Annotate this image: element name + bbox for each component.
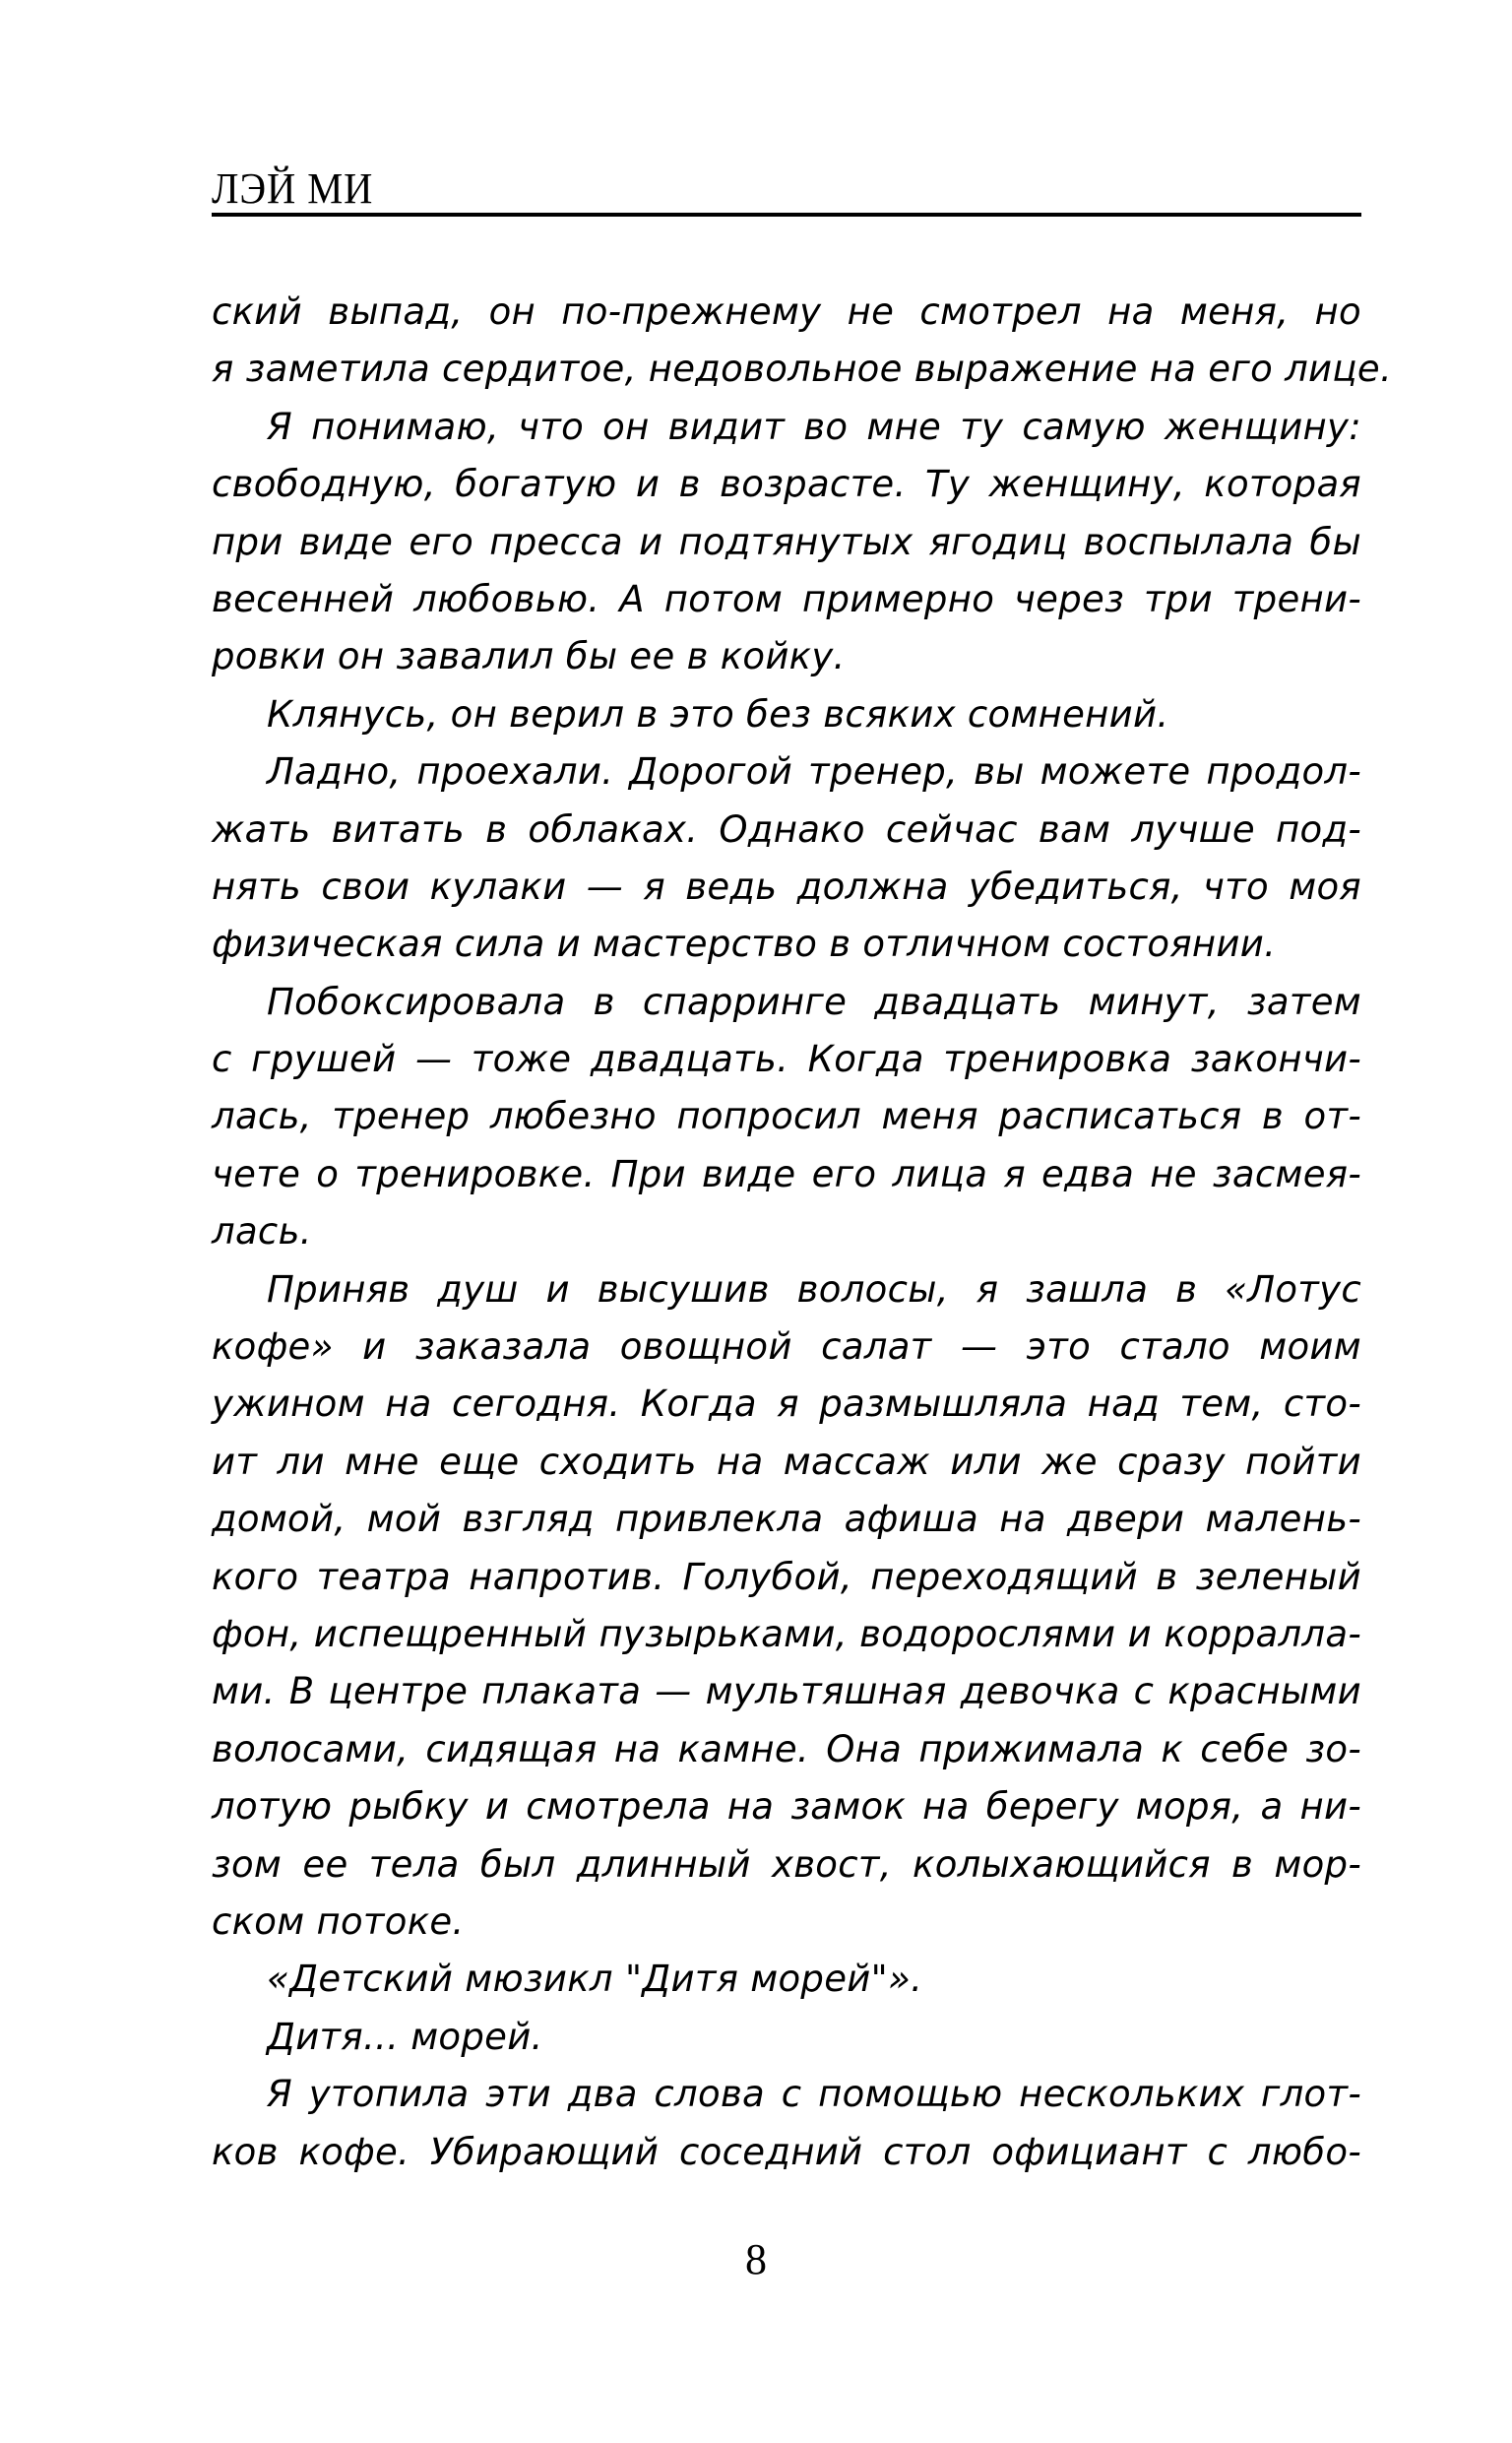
- text-line: лась.: [212, 1210, 312, 1254]
- text-line: чете о тренировке. При виде его лица я едва не засмея-: [212, 1152, 1361, 1195]
- text-line: волосами, сидящая на камне. Она прижимала к себе зо-: [212, 1727, 1361, 1770]
- text-line: с грушей — тоже двадцать. Когда тренировка закончи-: [212, 1038, 1361, 1081]
- text-line: весенней любовью. А потом примерно через три трени-: [212, 577, 1361, 620]
- text-line: Я понимаю, что он видит во мне ту самую женщину:: [267, 405, 1361, 448]
- text-line: лась, тренер любезно попросил меня расписаться в от-: [212, 1095, 1361, 1138]
- text-line: ми. В центре плаката — мультяшная девочка с красными: [212, 1670, 1361, 1713]
- text-line: жать витать в облаках. Однако сейчас вам лучше под-: [212, 807, 1361, 851]
- text-line: ровки он завалил бы ее в койку.: [212, 635, 846, 678]
- text-line: лотую рыбку и смотрела на замок на берегу моря, а ни-: [212, 1785, 1361, 1829]
- text-line: кофе» и заказала овощной салат — это стало моим: [212, 1325, 1361, 1369]
- text-line: Приняв душ и высушив волосы, я зашла в «Лотус: [267, 1267, 1361, 1311]
- text-line: Клянусь, он верил в это без всяких сомнений.: [267, 692, 1169, 736]
- text-line: свободную, богатую и в возрасте. Ту женщину, которая: [212, 463, 1361, 506]
- text-line: ит ли мне еще сходить на массаж или же сразу пойти: [212, 1440, 1361, 1483]
- header-rule-divider: [212, 213, 1361, 217]
- running-head-author: ЛЭЙ МИ: [212, 164, 374, 213]
- text-line: зом ее тела был длинный хвост, колыхающийся в мор-: [212, 1842, 1361, 1886]
- page-number: 8: [745, 2235, 767, 2283]
- text-line: «Детский мюзикл "Дитя морей"».: [267, 1958, 923, 2001]
- text-line: ский выпад, он по-прежнему не смотрел на меня, но: [212, 290, 1361, 333]
- text-line: при виде его пресса и подтянутых ягодиц воспылала бы: [212, 520, 1361, 563]
- text-line: Ладно, проехали. Дорогой тренер, вы можете продол-: [267, 750, 1361, 794]
- page-body-text: [212, 284, 1393, 2181]
- text-line: физическая сила и мастерство в отличном состоянии.: [212, 923, 1277, 966]
- text-line: Побоксировала в спарринге двадцать минут, затем: [267, 980, 1361, 1023]
- text-line: домой, мой взгляд привлекла афиша на двери малень-: [212, 1498, 1361, 1541]
- text-line: ков кофе. Убирающий соседний стол официант с любо-: [212, 2130, 1361, 2173]
- text-line: кого театра напротив. Голубой, переходящий в зеленый: [212, 1555, 1361, 1598]
- text-line: Я утопила эти два слова с помощью нескольких глот-: [267, 2073, 1361, 2116]
- text-line: ском потоке.: [212, 1899, 465, 1943]
- text-line: Дитя... морей.: [267, 2015, 543, 2058]
- text-line: нять свои кулаки — я ведь должна убедиться, что моя: [212, 865, 1361, 908]
- text-line: ужином на сегодня. Когда я размышляла над тем, сто-: [212, 1382, 1361, 1426]
- text-line: я заметила сердитое, недовольное выражение на его лице.: [212, 348, 1393, 391]
- text-line: фон, испещренный пузырьками, водорослями и корралла-: [212, 1612, 1361, 1655]
